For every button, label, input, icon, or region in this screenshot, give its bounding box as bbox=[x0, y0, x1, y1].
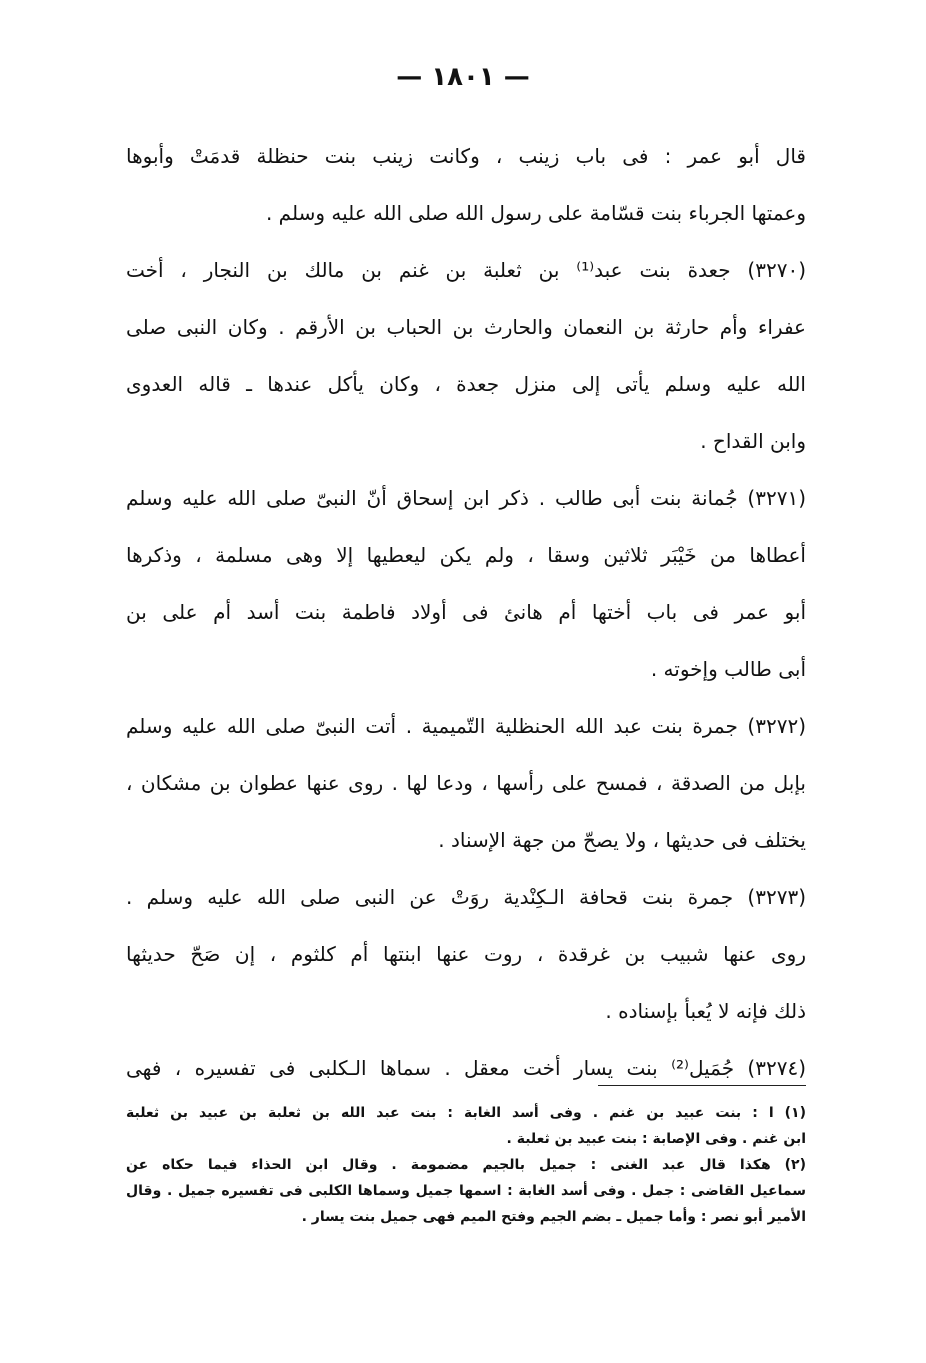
footnote-line: سماعيل القاضى : جمل . وفى أسد الغابة : اسمها جميل وسماها الكلبى فى تفسيره جميل . وقال bbox=[126, 1183, 806, 1199]
text-line: أعطاها من خَيْبَر ثلاثين وسقا ، ولم يكن ليعطيها إلا وهى مسلمة ، وذكرها bbox=[126, 543, 806, 567]
footnote-line: (١) ا : بنت عبيد بن غنم . وفى أسد الغابة : بنت عبد الله بن ثعلبة بن عبيد بن ثعلبة bbox=[126, 1105, 806, 1121]
text-line: (٣٢٧٣) جمرة بنت قحافة الـكِنْدية روَتْ عن النبى صلى الله عليه وسلم . bbox=[126, 885, 806, 909]
text-line: عفراء وأم حارثة بن النعمان والحارث بن الحباب بن الأرقم . وكان النبى صلى bbox=[126, 315, 806, 339]
text-line: يختلف فى حديثها ، ولا يصحّ من جهة الإسناد . bbox=[438, 828, 806, 852]
main-text bbox=[126, 128, 806, 1097]
text-line: أبو عمر فى باب أختها أم هانئ فى أولاد فاطمة بنت أسد أم على بن bbox=[126, 600, 806, 624]
text-line: قال أبو عمر : فى باب زينب ، وكانت زينب بنت حنظلة قدمَتْ وأبوها bbox=[126, 144, 806, 168]
footnote-line: (٢) هكذا قال عبد الغنى : جميل بالجيم مضمومة . وقال ابن الحذاء فيما حكاه عن bbox=[126, 1157, 806, 1173]
footnotes bbox=[126, 1100, 806, 1230]
text-line: الله عليه وسلم يأتى إلى منزل جعدة ، وكان يأكل عندها ـ قاله العدوى bbox=[126, 372, 806, 396]
text-line: ذلك فإنه لا يُعبأ بإسناده . bbox=[605, 999, 806, 1023]
footnote-line: الأمير أبو نصر : وأما جميل ـ بضم الجيم وفتح الميم فهى جميل بنت يسار . bbox=[301, 1209, 806, 1225]
text-line: أبى طالب وإخوته . bbox=[650, 657, 806, 681]
footnote-line: ابن غنم . وفى الإصابة : بنت عبيد بن ثعلبة . bbox=[506, 1131, 806, 1147]
page-number: — ١٨٠١ — bbox=[396, 62, 530, 92]
text-line: وعمتها الجرباء بنت قسّامة على رسول الله صلى الله عليه وسلم . bbox=[265, 201, 806, 225]
text-line: (٣٢٧١) جُمانة بنت أبى طالب . ذكر ابن إسحاق أنّ النبىّ صلى الله عليه وسلم bbox=[126, 486, 806, 510]
text-line: روى عنها شبيب بن غرقدة ، روت عنها ابنتها أم كلثوم ، إن صَحّ حديثها bbox=[126, 942, 806, 966]
text-line: (٣٢٧٢) جمرة بنت عبد الله الحنظلية التّميمية . أتت النبىّ صلى الله عليه وسلم bbox=[126, 714, 806, 738]
footnote-separator bbox=[598, 1085, 806, 1086]
text-line: وابن القداح . bbox=[700, 429, 806, 453]
text-line: (٣٢٧٤) جُمَيل⁽²⁾ بنت يسار أخت معقل . سماها الـكلبى فى تفسيره ، فهى bbox=[126, 1056, 806, 1080]
text-line: بإبل من الصدقة ، فمسح على رأسها ، ودعا لها . روى عنها عطوان بن مشكان ، bbox=[126, 771, 806, 795]
text-line: (٣٢٧٠) جعدة بنت عبد⁽¹⁾ بن ثعلبة بن غنم بن مالك بن النجار ، أخت bbox=[126, 258, 807, 282]
